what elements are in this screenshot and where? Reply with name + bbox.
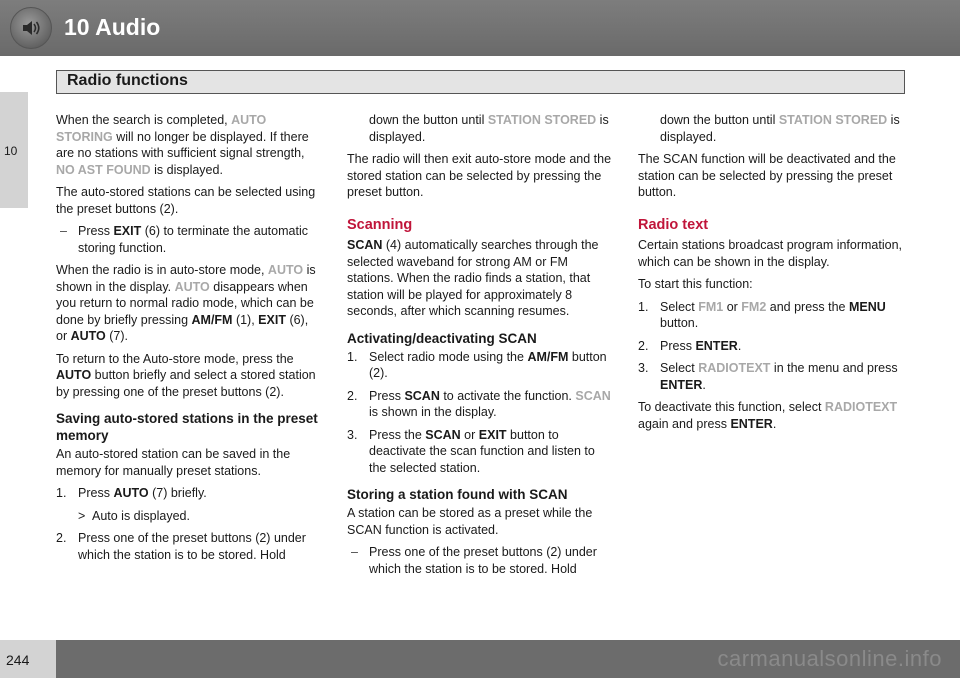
list-item-result [56, 508, 322, 525]
text: down the button until [369, 113, 488, 127]
button-name: AUTO [56, 368, 92, 382]
list-marker: 2. [638, 338, 649, 353]
display-text: SCAN [575, 388, 611, 403]
list-item [347, 427, 613, 477]
text: Press the [369, 427, 426, 442]
text: Press [660, 338, 696, 353]
watermark: carmanualsonline.info [717, 646, 942, 671]
text: button to deactivate the scan function and listen to the selected station. [369, 427, 595, 475]
button-name: AM/FM [191, 312, 233, 327]
text: To deactivate this function, select [638, 400, 825, 414]
list-marker: – [60, 224, 67, 238]
button-name: SCAN [347, 238, 383, 252]
paragraph-hold-until-stored [638, 112, 908, 145]
list-marker: – [351, 545, 358, 559]
paragraph-hold-until-stored [347, 112, 613, 145]
text: . [737, 338, 742, 353]
heading-scanning: Scanning [347, 216, 413, 233]
text: or [723, 299, 742, 314]
text: Select radio mode using the [369, 349, 528, 364]
display-text: AUTO STORING [56, 113, 267, 144]
section-bar [56, 70, 905, 94]
speaker-icon [10, 7, 52, 49]
button-name: ENTER [730, 416, 773, 431]
button-name: EXIT [478, 427, 507, 442]
paragraph-scan-description [347, 237, 613, 320]
paragraph-auto-stored-select: The auto-stored stations can be selected using the preset buttons (2). [56, 185, 316, 216]
text: Press one of the preset buttons (2) under which the station is to be stored. Hold [369, 545, 597, 576]
list-item [347, 349, 613, 382]
display-text: FM2 [741, 299, 767, 314]
display-text: AUTO [174, 279, 210, 294]
text: again and press [638, 416, 731, 431]
paragraph-store-scan: A station can be stored as a preset while the SCAN function is activated. [347, 506, 593, 537]
text: button. [660, 316, 699, 330]
column-left [56, 112, 322, 569]
display-text: RADIOTEXT [824, 400, 898, 414]
list-item [56, 530, 322, 563]
text: down the button until [660, 113, 779, 127]
paragraph-radio-text-info: Certain stations broadcast program information, which can be shown in the display. [638, 238, 903, 269]
text: (6), or [56, 312, 309, 343]
text: Press [78, 224, 114, 238]
list-marker: 1. [347, 349, 358, 364]
paragraph-save-auto-stored: An auto-stored station can be saved in the memory for manually preset stations. [56, 447, 291, 478]
text: is shown in the display. [56, 263, 316, 294]
button-name: ENTER [695, 338, 738, 353]
heading-storing-scan: Storing a station found with SCAN [347, 487, 568, 502]
chapter-tab-label: 10 [4, 144, 18, 158]
page-number: 244 [6, 652, 30, 668]
text: button briefly and select a stored station by pressing one of the preset buttons (2). [56, 368, 316, 399]
paragraph-scan-deactivated: The SCAN function will be deactivated and the station can be selected by pressing the preset button. [638, 152, 896, 199]
list-item [638, 299, 908, 332]
text: (1), [232, 312, 259, 327]
text: disappears when you return to normal radio mode, which can be done by briefly pressing [56, 279, 314, 327]
paragraph-search-completed [56, 112, 322, 178]
chapter-side-tab [0, 92, 28, 208]
text: is displayed. [660, 113, 900, 144]
text: is displayed. [150, 162, 223, 177]
page-footer [0, 640, 960, 678]
text: When the search is completed, [56, 113, 232, 127]
button-name: AUTO [113, 486, 149, 500]
paragraph-auto-store-mode [56, 262, 322, 345]
text: is shown in the display. [369, 405, 497, 419]
column-middle [347, 112, 613, 583]
text: Select [660, 361, 699, 375]
text: (4) automatically searches through the selected waveband for strong AM or FM stations. When the radio finds a station, that station will be played for approximately 8 seconds, after which scanning resumes. [347, 238, 599, 318]
list-marker: 3. [638, 361, 649, 375]
list-marker: 3. [347, 427, 358, 442]
list-item [56, 223, 322, 256]
button-name: EXIT [258, 312, 286, 327]
chapter-title: 10 Audio [64, 14, 161, 40]
button-name: AM/FM [527, 349, 569, 364]
text: Press [369, 388, 405, 403]
button-name: ENTER [660, 377, 703, 392]
button-name: EXIT [113, 224, 142, 238]
display-text: FM1 [698, 299, 724, 314]
button-name: SCAN [404, 388, 440, 403]
column-right [638, 112, 908, 438]
text: When the radio is in auto-store mode, [56, 263, 268, 277]
text: To return to the Auto-store mode, press the [56, 351, 294, 366]
display-text: NO AST FOUND [56, 162, 151, 177]
footer-page-tab [0, 640, 56, 678]
button-name: SCAN [425, 427, 461, 442]
display-text: AUTO [267, 263, 304, 277]
text: and press the [766, 299, 849, 314]
paragraph-return-auto-store [56, 351, 322, 401]
text: . [772, 416, 777, 431]
list-marker: 1. [638, 299, 649, 314]
text: or [460, 427, 479, 442]
list-item [638, 338, 908, 355]
list-item [347, 388, 613, 421]
paragraph-exit-auto-store: The radio will then exit auto-store mode and the stored station can be selected by pressing the preset button. [347, 152, 612, 199]
button-name: AUTO [70, 329, 106, 343]
chapter-header [0, 0, 960, 56]
paragraph-deactivate-function [638, 399, 908, 432]
text: to activate the function. [439, 388, 576, 403]
list-marker: 1. [56, 486, 67, 500]
text: Select [660, 299, 699, 314]
text: in the menu and press [770, 361, 898, 375]
list-item [56, 485, 322, 502]
button-name: MENU [848, 299, 886, 314]
section-title: Radio functions [67, 72, 188, 89]
list-item [638, 360, 908, 393]
display-text: STATION STORED [778, 113, 888, 127]
text: (7) briefly. [148, 486, 207, 500]
list-marker: 2. [347, 388, 358, 403]
text: Press one of the preset buttons (2) under which the station is to be stored. Hold [78, 531, 306, 562]
text: Press [78, 486, 114, 500]
text: (7). [105, 329, 129, 343]
heading-radio-text: Radio text [638, 216, 709, 233]
text: (6) to terminate the automatic storing function. [78, 224, 308, 255]
text: will no longer be displayed. If there are no stations with sufficient signal strength, [56, 129, 309, 160]
text: . [702, 377, 706, 392]
heading-saving-auto-stored: Saving auto-stored stations in the preset memory [56, 411, 318, 443]
list-item [347, 544, 613, 577]
heading-activating-scan: Activating/deactivating SCAN [347, 330, 537, 346]
text: is displayed. [369, 113, 609, 144]
paragraph-start-function: To start this function: [638, 277, 753, 291]
display-text: RADIOTEXT [698, 361, 771, 375]
text: button (2). [369, 349, 607, 380]
result-marker: > [78, 508, 86, 523]
text: Auto is displayed. [92, 508, 190, 523]
display-text: STATION STORED [487, 113, 597, 127]
list-marker: 2. [56, 531, 67, 545]
